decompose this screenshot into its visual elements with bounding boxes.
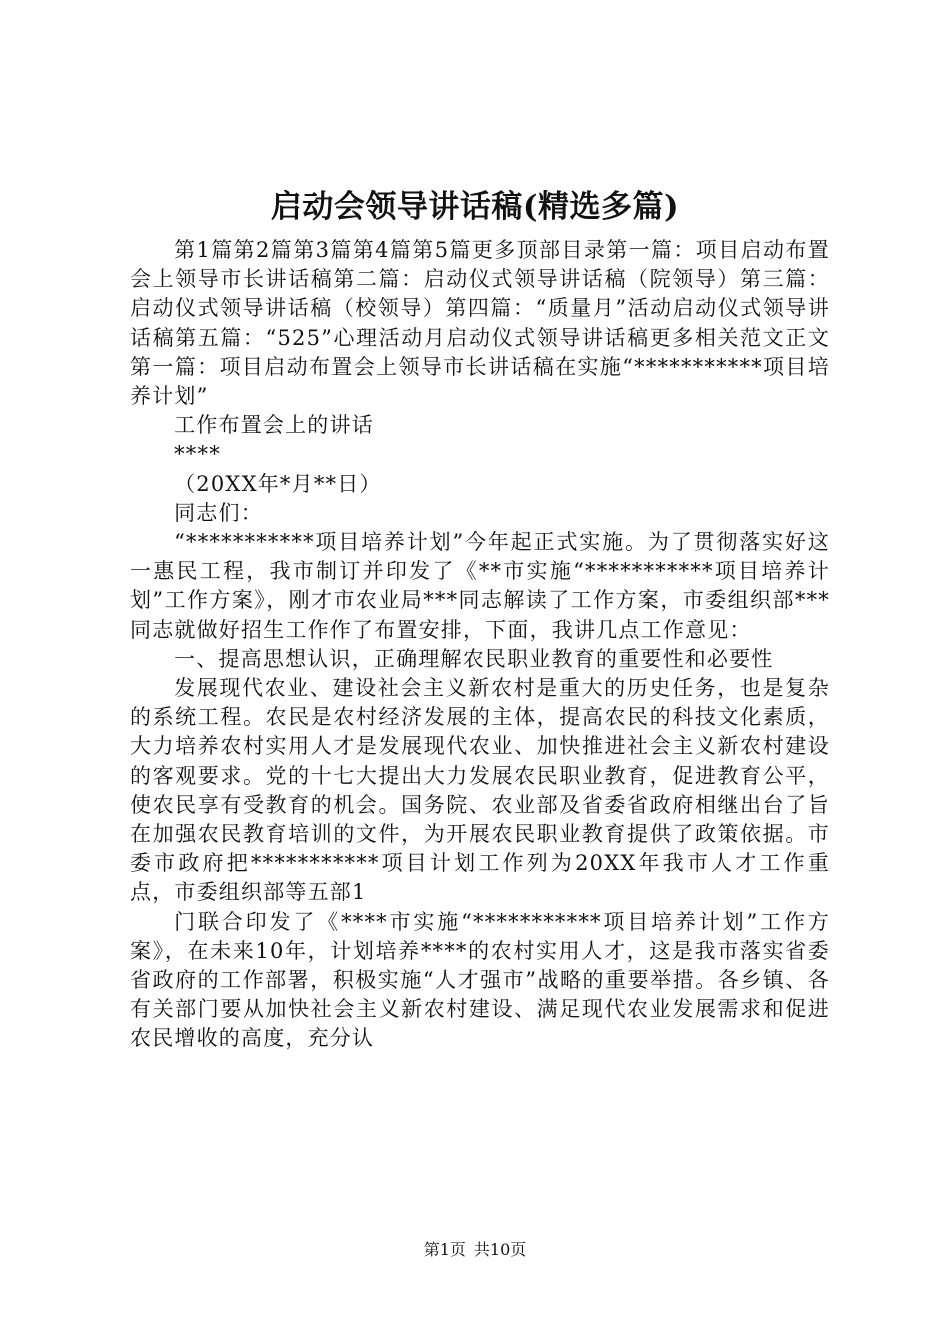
- salutation: 同志们：: [174, 500, 263, 525]
- document-title: 启动会领导讲话稿(精选多篇): [270, 189, 680, 225]
- body-paragraph: 门联合印发了《****市实施“***********项目培养计划”工作方案》，在未来10年，计划培养****的农村实用人才，这是我市落实省委省政府的工作部署，积极实施“人才强市”战略的重要举措。各乡镇、各有关部门要从加快社会主义新农村建设、满足现代农业发展需求和促进农民增收的高度，充分认: [130, 909, 830, 1051]
- page-footer: [0, 1238, 950, 1262]
- body-paragraph: “***********项目培养计划”今年起正式实施。为了贯彻落实好这一惠民工程，我市制订并印发了《**市实施“***********项目培养计划”工作方案》，刚才市农业局***同志解读了工作方案，市委组织部***同志就做好招生工作作了布置安排，下面，我讲几点工作意见：: [130, 530, 830, 642]
- table-of-contents-paragraph: 第1篇第2篇第3篇第4篇第5篇更多顶部目录第一篇：项目启动布置会上领导市长讲话稿第二篇：启动仪式领导讲话稿（院领导）第三篇：启动仪式领导讲话稿（校领导）第四篇：“质量月”活动启动仪式领导讲话稿第五篇：“525”心理活动月启动仪式领导讲话稿更多相关范文正文第一篇：项目启动布置会上领导市长讲话稿在实施“***********项目培养计划”: [130, 238, 830, 409]
- speaker-name: ****: [174, 442, 221, 467]
- document-body: [130, 236, 830, 1054]
- speech-heading: 工作布置会上的讲话: [174, 413, 374, 438]
- speech-date: （20XX年*月**日）: [174, 471, 382, 496]
- body-paragraph: 发展现代农业、建设社会主义新农村是重大的历史任务，也是复杂的系统工程。农民是农村经济发展的主体，提高农民的科技文化素质，大力培养农村实用人才是发展现代农业、加快推进社会主义新农村建设的客观要求。党的十七大提出大力发展农民职业教育，促进教育公平，使农民享有受教育的机会。国务院、农业部及省委省政府相继出台了旨在加强农民教育培训的文件，为开展农民职业教育提供了政策依据。市委市政府把***********项目计划工作列为20XX年我市人才工作重点，市委组织部等五部1: [130, 676, 830, 905]
- page-total: 共10页: [473, 1240, 527, 1259]
- page-number: 第1页: [423, 1240, 466, 1259]
- section-heading: 一、提高思想认识，正确理解农民职业教育的重要性和必要性: [174, 646, 774, 671]
